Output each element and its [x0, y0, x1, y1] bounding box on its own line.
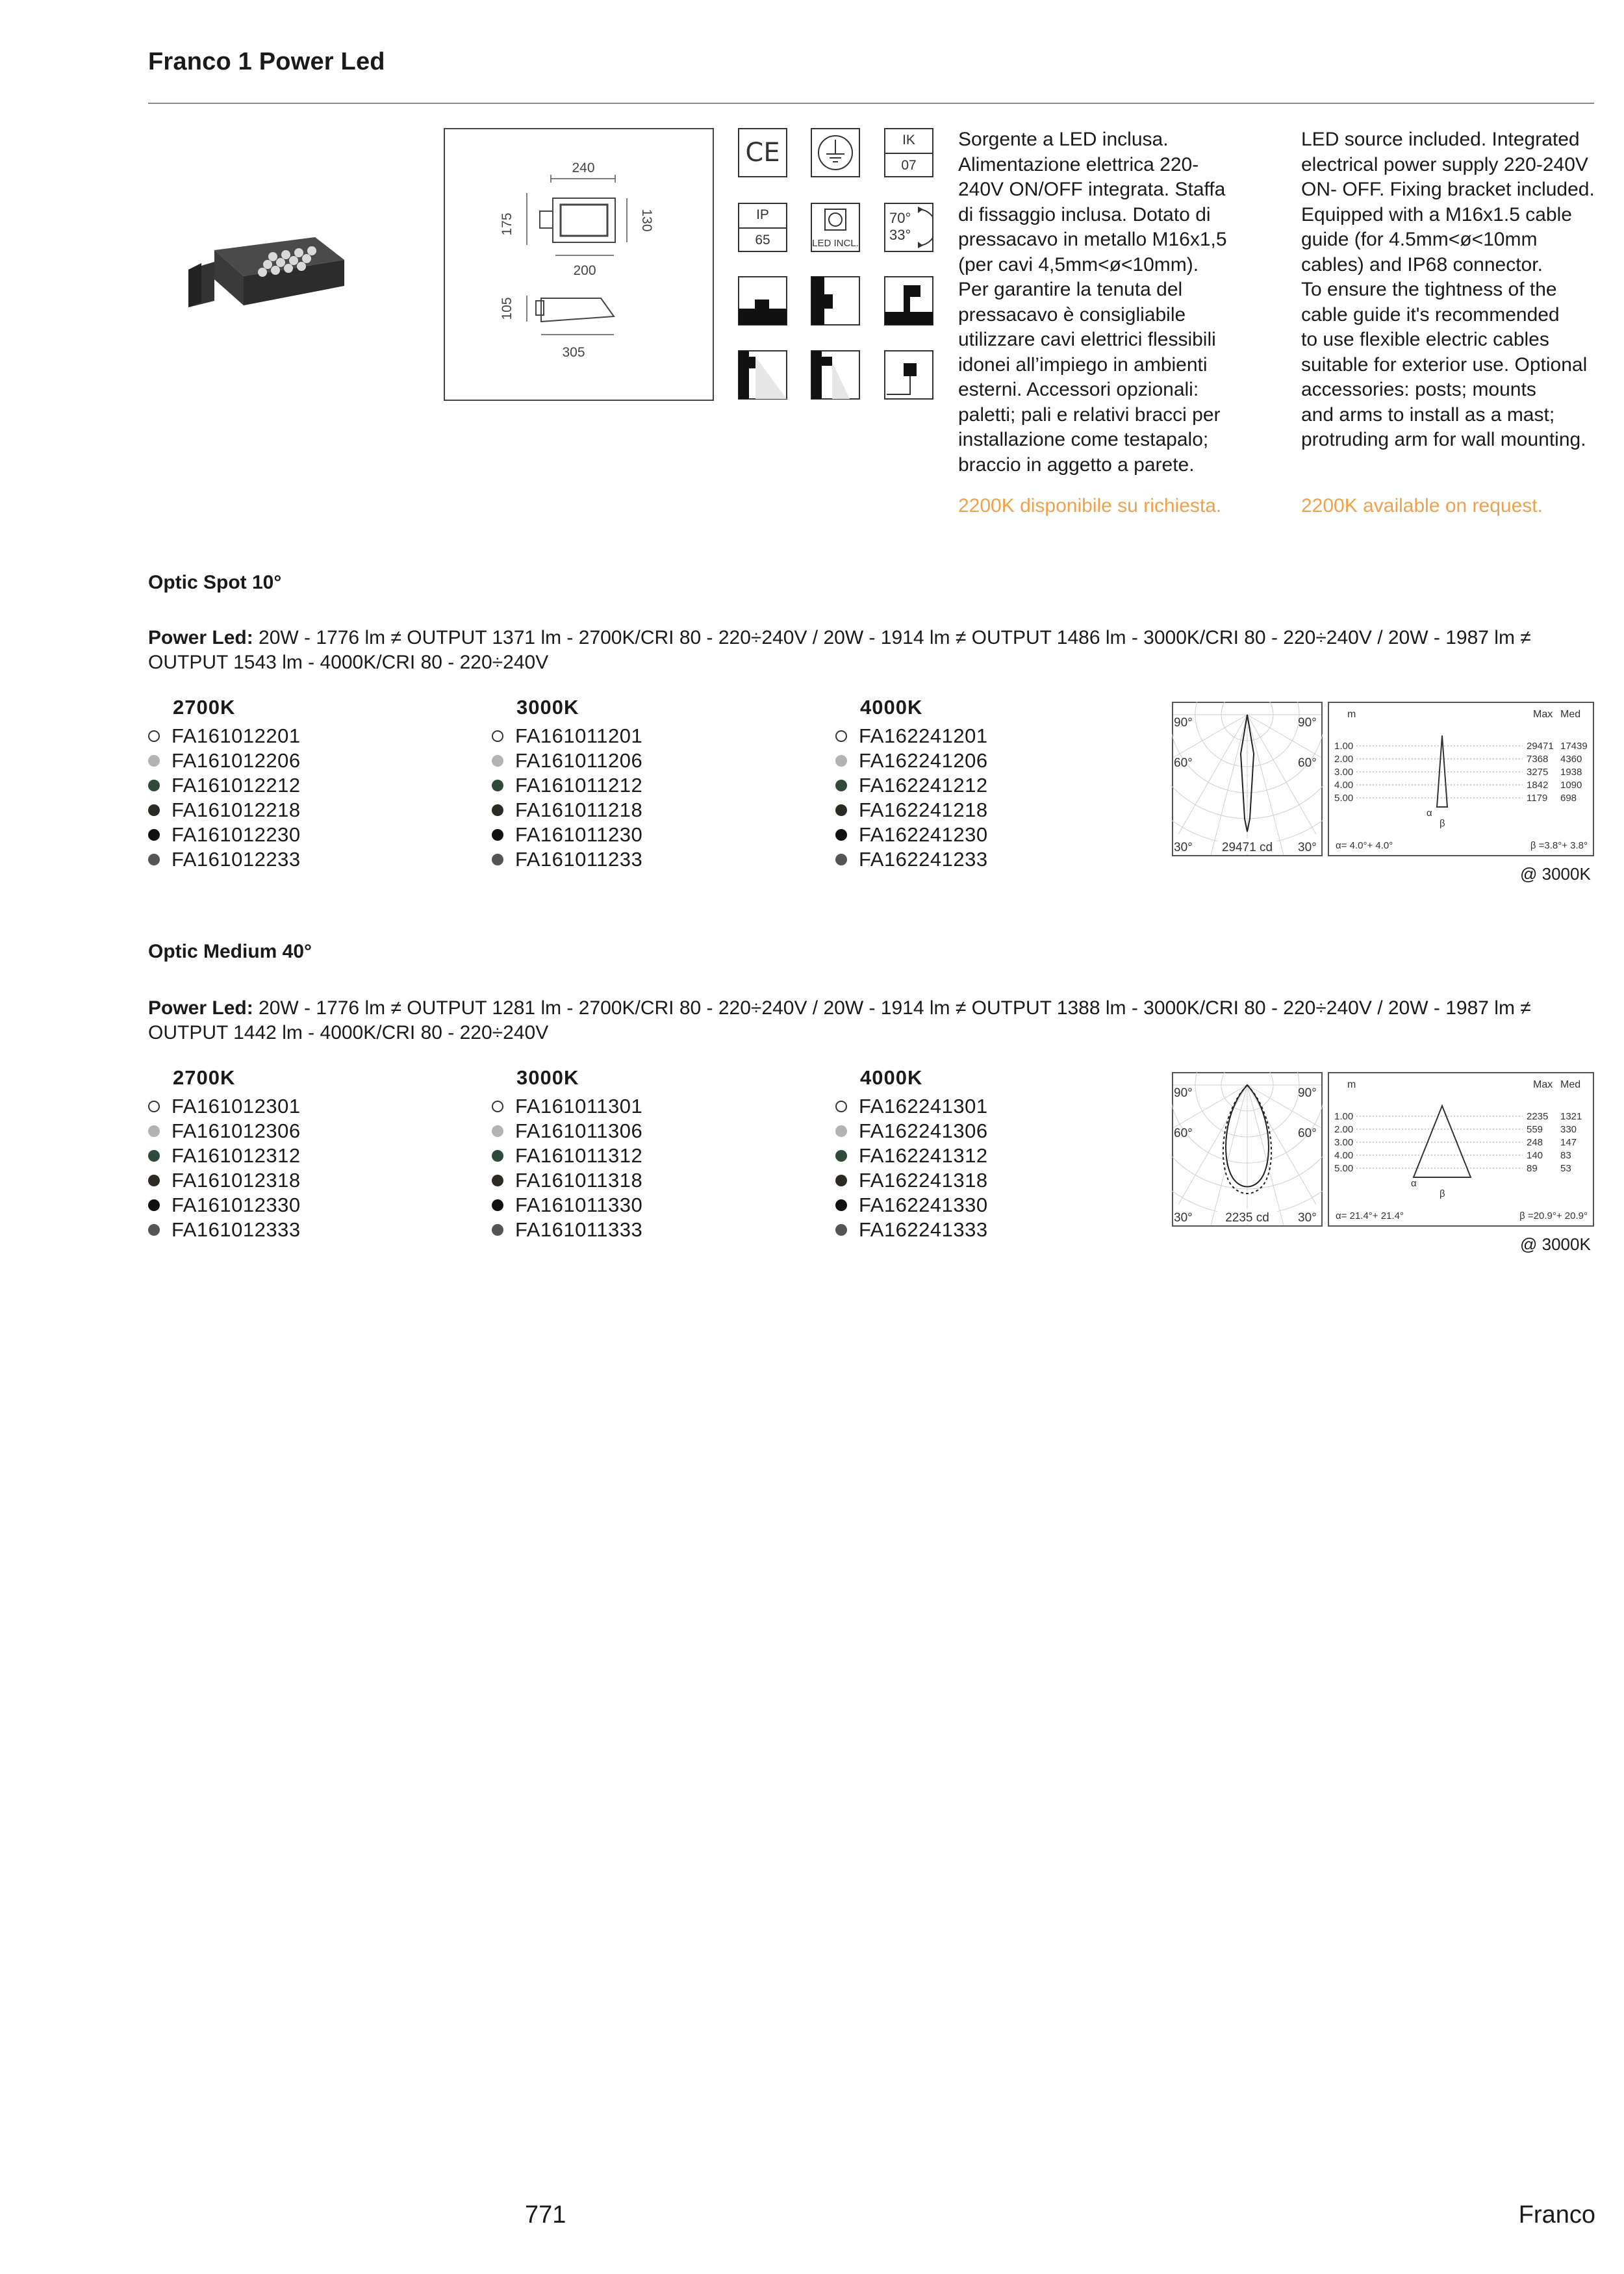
availability-note-english: 2200K available on request. [1301, 495, 1543, 517]
code-list-2700k [148, 724, 301, 872]
page-number: 771 [525, 2201, 566, 2229]
finish-color-swatch [148, 780, 160, 791]
svg-text:Med: Med [1560, 709, 1581, 720]
list-item: FA161011230 [492, 823, 642, 847]
list-item: FA161011312 [492, 1143, 642, 1168]
mount-wall-up-icon [738, 350, 787, 400]
list-item: FA162241333 [835, 1218, 988, 1242]
list-item: FA162241230 [835, 823, 988, 847]
svg-text:83: 83 [1560, 1150, 1571, 1161]
svg-text:90°: 90° [1174, 1086, 1193, 1100]
svg-text:1321: 1321 [1560, 1111, 1582, 1122]
mount-post-icon [884, 276, 933, 326]
svg-text:α= 21.4°+ 21.4°: α= 21.4°+ 21.4° [1336, 1210, 1404, 1221]
ik-rating-icon: IK 07 [884, 128, 933, 177]
svg-text:5.00: 5.00 [1334, 793, 1354, 804]
svg-text:β =20.9°+ 20.9°: β =20.9°+ 20.9° [1519, 1210, 1588, 1221]
svg-text:β: β [1440, 1188, 1445, 1199]
column-header-4000k: 4000K [860, 1066, 923, 1089]
svg-text:3.00: 3.00 [1334, 1137, 1354, 1148]
finish-color-swatch [492, 1224, 503, 1236]
list-item: FA162241301 [835, 1094, 988, 1119]
svg-text:3.00: 3.00 [1334, 767, 1354, 778]
list-item: FA161012201 [148, 724, 301, 748]
svg-text:β: β [1440, 818, 1445, 829]
svg-text:2.00: 2.00 [1334, 1124, 1354, 1135]
finish-color-swatch [148, 1125, 160, 1137]
column-header-2700k: 2700K [173, 696, 236, 719]
finish-color-swatch [835, 1199, 847, 1211]
svg-text:29471 cd: 29471 cd [1221, 841, 1273, 854]
list-item: FA161011233 [492, 847, 642, 872]
svg-text:α: α [1427, 808, 1432, 819]
dim-height-left: 175 [500, 212, 514, 236]
svg-text:90°: 90° [1298, 716, 1317, 730]
finish-color-swatch [492, 755, 503, 767]
svg-text:α: α [1411, 1178, 1417, 1189]
svg-text:60°: 60° [1298, 1127, 1317, 1140]
svg-text:1.00: 1.00 [1334, 1111, 1354, 1122]
column-header-2700k: 2700K [173, 1066, 236, 1089]
list-item: FA162241233 [835, 847, 988, 872]
finish-color-swatch [835, 1150, 847, 1162]
svg-text:Max: Max [1533, 1079, 1553, 1090]
finish-color-swatch [492, 1125, 503, 1137]
list-item: FA161011201 [492, 724, 642, 748]
svg-text:140: 140 [1527, 1150, 1543, 1161]
footer-section-name: Franco [1518, 2201, 1595, 2229]
list-item: FA161011212 [492, 773, 642, 798]
column-header-3000k: 3000K [516, 1066, 579, 1089]
mount-ceiling-icon [884, 350, 933, 400]
svg-text:30°: 30° [1298, 1211, 1317, 1225]
finish-color-swatch [835, 730, 847, 742]
svg-text:1938: 1938 [1560, 767, 1582, 778]
list-item: FA162241312 [835, 1143, 988, 1168]
finish-color-swatch [492, 1175, 503, 1186]
polar-diagram [1172, 702, 1323, 856]
led-included-icon: LED INCL. [811, 203, 860, 252]
finish-color-swatch [835, 804, 847, 816]
svg-text:Max: Max [1533, 709, 1553, 720]
availability-note-italian: 2200K disponibile su richiesta. [958, 495, 1222, 517]
finish-color-swatch [492, 780, 503, 791]
list-item: FA161012233 [148, 847, 301, 872]
finish-color-swatch [492, 804, 503, 816]
tilt-angle-icon: 70° 33° [884, 203, 933, 252]
finish-color-swatch [835, 854, 847, 865]
list-item: FA161012218 [148, 798, 301, 823]
svg-text:60°: 60° [1298, 756, 1317, 770]
svg-text:m: m [1347, 1079, 1356, 1090]
finish-color-swatch [835, 829, 847, 841]
svg-text:2235 cd: 2235 cd [1225, 1211, 1269, 1225]
code-list-3000k [492, 724, 642, 872]
illuminance-table [1328, 1072, 1594, 1227]
finish-color-swatch [835, 755, 847, 767]
finish-color-swatch [492, 829, 503, 841]
description-italian: Sorgente a LED inclusa. Alimentazione elettrica 220- 240V ON/OFF integrata. Staffa di fissaggio inclusa. Dotato di pressacavo in metallo M16x1,5 (per cavi 4,5mm<ø<10mm). Per garantire la tenuta del pressacavo è consigliabile utilizzare cavi elettrici flessibili idonei all’impiego in ambienti esterni. Accessori opzionali: paletti; pali e relativi bracci per installazione come testapalo; braccio in aggetto a parete. [958, 129, 1227, 476]
page-title: Franco 1 Power Led [148, 48, 385, 75]
list-item: FA161012312 [148, 1143, 301, 1168]
svg-text:147: 147 [1560, 1137, 1577, 1148]
list-item: FA161012330 [148, 1193, 301, 1218]
code-list-4000k [835, 724, 988, 872]
color-temperature-reference: @ 3000K [1520, 1234, 1591, 1254]
list-item: FA161011206 [492, 748, 642, 773]
spec-line: Power Led: 20W - 1776 lm ≠ OUTPUT 1371 lm - 2700K/CRI 80 - 220÷240V / 20W - 1914 lm ≠ OUTPUT 1486 lm - 3000K/CRI 80 - 220÷240V / 20W - 1987 lm ≠ OUTPUT 1543 lm - 4000K/CRI 80 - 220÷240V [148, 627, 1531, 673]
list-item: FA161012230 [148, 823, 301, 847]
svg-text:30°: 30° [1174, 841, 1193, 854]
svg-text:5.00: 5.00 [1334, 1163, 1354, 1174]
finish-color-swatch [492, 854, 503, 865]
svg-text:30°: 30° [1174, 1211, 1193, 1225]
svg-text:β =3.8°+ 3.8°: β =3.8°+ 3.8° [1530, 840, 1588, 851]
finish-color-swatch [148, 730, 160, 742]
header-divider [148, 103, 1594, 104]
code-list-3000k [492, 1094, 642, 1242]
finish-color-swatch [148, 1150, 160, 1162]
svg-text:30°: 30° [1298, 841, 1317, 854]
finish-color-swatch [148, 829, 160, 841]
svg-text:89: 89 [1527, 1163, 1538, 1174]
mount-wall-icon [811, 276, 860, 326]
list-item: FA161011330 [492, 1193, 642, 1218]
finish-color-swatch [835, 1125, 847, 1137]
finish-color-swatch [835, 1224, 847, 1236]
svg-text:90°: 90° [1174, 716, 1193, 730]
finish-color-swatch [148, 1101, 160, 1112]
list-item: FA161011218 [492, 798, 642, 823]
svg-text:7368: 7368 [1527, 754, 1549, 765]
list-item: FA162241212 [835, 773, 988, 798]
list-item: FA161012333 [148, 1218, 301, 1242]
section-title: Optic Medium 40° [148, 941, 312, 962]
svg-text:α= 4.0°+ 4.0°: α= 4.0°+ 4.0° [1336, 840, 1393, 851]
svg-text:60°: 60° [1174, 756, 1193, 770]
finish-color-swatch [835, 1101, 847, 1112]
list-item: FA162241330 [835, 1193, 988, 1218]
svg-text:4.00: 4.00 [1334, 780, 1354, 791]
section-title: Optic Spot 10° [148, 572, 282, 593]
illuminance-table [1328, 702, 1594, 856]
svg-text:1.00: 1.00 [1334, 741, 1354, 752]
column-header-4000k: 4000K [860, 696, 923, 719]
list-item: FA162241306 [835, 1119, 988, 1143]
code-list-4000k [835, 1094, 988, 1242]
code-list-2700k [148, 1094, 301, 1242]
list-item: FA161012206 [148, 748, 301, 773]
spec-line: Power Led: 20W - 1776 lm ≠ OUTPUT 1281 lm - 2700K/CRI 80 - 220÷240V / 20W - 1914 lm ≠ OUTPUT 1388 lm - 3000K/CRI 80 - 220÷240V / 20W - 1987 lm ≠ OUTPUT 1442 lm - 4000K/CRI 80 - 220÷240V [148, 997, 1531, 1043]
list-item: FA161011333 [492, 1218, 642, 1242]
ground-symbol-icon [811, 128, 860, 177]
list-item: FA162241218 [835, 798, 988, 823]
svg-text:4.00: 4.00 [1334, 1150, 1354, 1161]
svg-text:698: 698 [1560, 793, 1577, 804]
finish-color-swatch [835, 780, 847, 791]
svg-text:4360: 4360 [1560, 754, 1582, 765]
finish-color-swatch [492, 1150, 503, 1162]
dim-top-width: 240 [572, 160, 595, 175]
svg-text:2235: 2235 [1527, 1111, 1549, 1122]
mount-wall-angled-icon [811, 350, 860, 400]
list-item: FA161011318 [492, 1168, 642, 1193]
finish-color-swatch [148, 1175, 160, 1186]
svg-text:29471: 29471 [1527, 741, 1554, 752]
svg-text:1090: 1090 [1560, 780, 1582, 791]
svg-text:1179: 1179 [1527, 793, 1548, 804]
list-item: FA162241318 [835, 1168, 988, 1193]
list-item: FA162241206 [835, 748, 988, 773]
dim-bottom-width: 200 [573, 263, 596, 278]
list-item: FA162241201 [835, 724, 988, 748]
polar-diagram [1172, 1072, 1323, 1227]
finish-color-swatch [148, 1199, 160, 1211]
ip-rating-icon: IP 65 [738, 203, 787, 252]
product-photo [182, 224, 357, 322]
finish-color-swatch [148, 854, 160, 865]
svg-text:Med: Med [1560, 1079, 1581, 1090]
dimension-drawing [444, 128, 714, 401]
list-item: FA161011306 [492, 1119, 642, 1143]
finish-color-swatch [492, 1199, 503, 1211]
description-english: LED source included. Integrated electrical power supply 220-240V ON- OFF. Fixing bracket included. Equipped with a M16x1.5 cable guide (for 4.5mm<ø<10mm cables) and IP68 connector. To ensure the tightness of the cable guide it's recommended to use flexible electric cables suitable for exterior use. Optional accessories: posts; mounts and arms to install as a mast; protruding arm for wall mounting. [1301, 129, 1595, 450]
color-temperature-reference: @ 3000K [1520, 864, 1591, 884]
finish-color-swatch [492, 1101, 503, 1112]
svg-text:90°: 90° [1298, 1086, 1317, 1100]
svg-text:330: 330 [1560, 1124, 1577, 1135]
finish-color-swatch [148, 755, 160, 767]
list-item: FA161012212 [148, 773, 301, 798]
column-header-3000k: 3000K [516, 696, 579, 719]
finish-color-swatch [492, 730, 503, 742]
list-item: FA161012318 [148, 1168, 301, 1193]
svg-text:1842: 1842 [1527, 780, 1549, 791]
svg-text:248: 248 [1527, 1137, 1543, 1148]
list-item: FA161011301 [492, 1094, 642, 1119]
list-item: FA161012301 [148, 1094, 301, 1119]
svg-text:60°: 60° [1174, 1127, 1193, 1140]
dim-side-height: 105 [500, 297, 514, 320]
svg-text:m: m [1347, 709, 1356, 720]
finish-color-swatch [148, 804, 160, 816]
dim-height-right: 130 [639, 209, 654, 232]
finish-color-swatch [835, 1175, 847, 1186]
svg-text:2.00: 2.00 [1334, 754, 1354, 765]
ce-mark-icon: CE [738, 128, 787, 177]
svg-text:53: 53 [1560, 1163, 1571, 1174]
svg-text:3275: 3275 [1527, 767, 1549, 778]
svg-text:17439: 17439 [1560, 741, 1588, 752]
mount-floor-icon [738, 276, 787, 326]
dim-side-width: 305 [562, 345, 585, 360]
list-item: FA161012306 [148, 1119, 301, 1143]
svg-text:559: 559 [1527, 1124, 1543, 1135]
finish-color-swatch [148, 1224, 160, 1236]
